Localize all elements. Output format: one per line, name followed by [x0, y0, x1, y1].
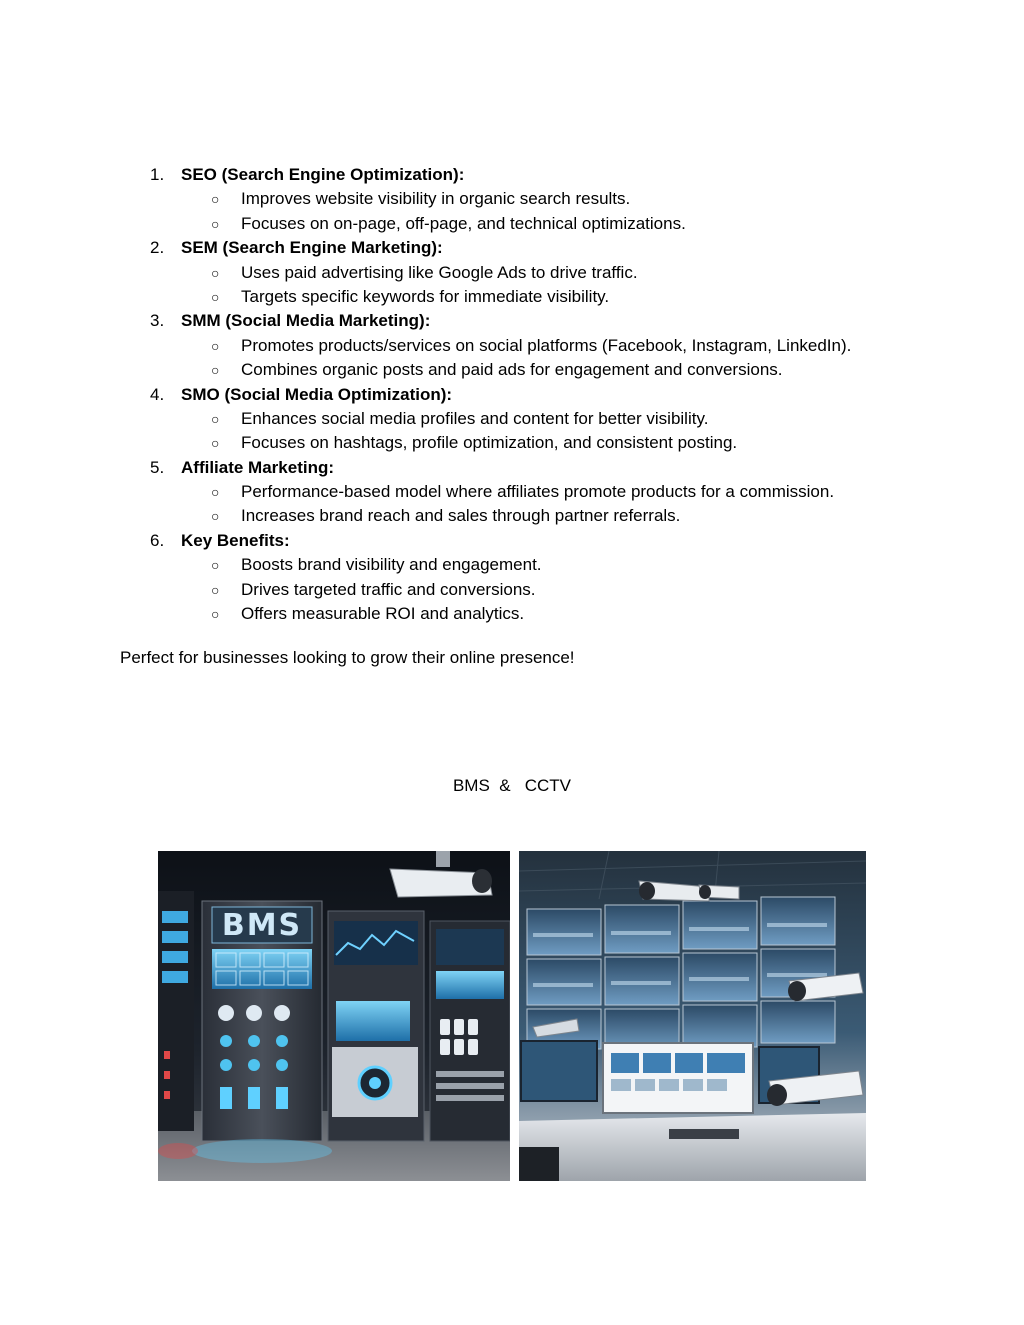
sub-list-item-text: Uses paid advertising like Google Ads to drive traffic.: [241, 262, 638, 282]
list-item: [0, 163, 1024, 187]
sub-list-item: [0, 212, 1024, 236]
sub-list-item-text: Boosts brand visibility and engagement.: [241, 555, 542, 575]
sub-list-item-text: Drives targeted traffic and conversions.: [241, 579, 536, 599]
hollow-bullet-icon: ○: [211, 581, 220, 598]
services-list: [0, 163, 1024, 626]
list-item-number: 5.: [150, 457, 165, 477]
sub-list-item: [0, 334, 1024, 358]
sub-list-item-text: Offers measurable ROI and analytics.: [241, 604, 525, 624]
sub-list-item: [0, 553, 1024, 577]
sub-list-item: [0, 358, 1024, 382]
sub-list-item-text: Focuses on on-page, off-page, and technical optimizations.: [241, 213, 686, 233]
hollow-bullet-icon: ○: [211, 288, 220, 305]
sub-list-item: [0, 578, 1024, 602]
sub-list-item: [0, 602, 1024, 626]
hollow-bullet-icon: ○: [211, 484, 220, 501]
hollow-bullet-icon: ○: [211, 435, 220, 452]
list-item-number: 3.: [150, 311, 165, 331]
hollow-bullet-icon: ○: [211, 410, 220, 427]
figure-caption: BMS & CCTV: [452, 776, 572, 795]
list-item-title: SMO (Social Media Optimization):: [181, 384, 453, 404]
list-item-title: SEO (Search Engine Optimization):: [181, 165, 465, 184]
list-item-number: 2.: [150, 238, 165, 258]
hollow-bullet-icon: ○: [211, 215, 220, 232]
list-item: [0, 529, 1024, 553]
list-item-number: 6.: [150, 530, 165, 550]
hollow-bullet-icon: ○: [211, 362, 220, 379]
sub-list-item: [0, 480, 1024, 504]
bms-sign: BMS: [221, 908, 303, 943]
sub-list-item-text: Performance-based model where affiliates promote products for a commission.: [241, 482, 835, 502]
hollow-bullet-icon: ○: [211, 508, 220, 525]
hollow-bullet-icon: ○: [211, 557, 220, 574]
list-item-number: 4.: [150, 384, 165, 404]
sub-list-item: [0, 285, 1024, 309]
sub-list-item-text: Improves website visibility in organic search results.: [241, 189, 631, 209]
hollow-bullet-icon: ○: [211, 191, 220, 208]
sub-list-item-text: Enhances social media profiles and content for better visibility.: [241, 408, 709, 428]
sub-list-item: [0, 504, 1024, 528]
list-item-number: 1.: [150, 165, 165, 184]
sub-list-item: [0, 187, 1024, 211]
sub-list-item-text: Combines organic posts and paid ads for engagement and conversions.: [241, 360, 783, 380]
hollow-bullet-icon: ○: [211, 264, 220, 281]
hollow-bullet-icon: ○: [211, 337, 220, 354]
list-item: [0, 383, 1024, 407]
list-item-title: Key Benefits:: [181, 530, 290, 550]
list-item-title: SEM (Search Engine Marketing):: [181, 238, 443, 258]
sub-list-item-text: Focuses on hashtags, profile optimization, and consistent posting.: [241, 433, 738, 453]
list-item: [0, 309, 1024, 333]
sub-list-item: [0, 431, 1024, 455]
list-item: [0, 236, 1024, 260]
list-item-title: SMM (Social Media Marketing):: [181, 311, 431, 331]
sub-list-item-text: Increases brand reach and sales through partner referrals.: [241, 506, 681, 526]
sub-list-item: [0, 261, 1024, 285]
sub-list-item-text: Targets specific keywords for immediate visibility.: [241, 286, 610, 306]
hollow-bullet-icon: ○: [211, 606, 220, 623]
bms-cctv-image: [158, 851, 866, 1181]
sub-list-item-text: Promotes products/services on social platforms (Facebook, Instagram, LinkedIn).: [241, 335, 852, 355]
sub-list-item: [0, 407, 1024, 431]
bms-panel-illustration: [158, 851, 510, 1181]
list-item-title: Affiliate Marketing:: [181, 457, 335, 477]
cctv-panel-illustration: [519, 851, 866, 1181]
closing-paragraph: Perfect for businesses looking to grow their online presence!: [120, 648, 575, 667]
list-item: [0, 456, 1024, 480]
